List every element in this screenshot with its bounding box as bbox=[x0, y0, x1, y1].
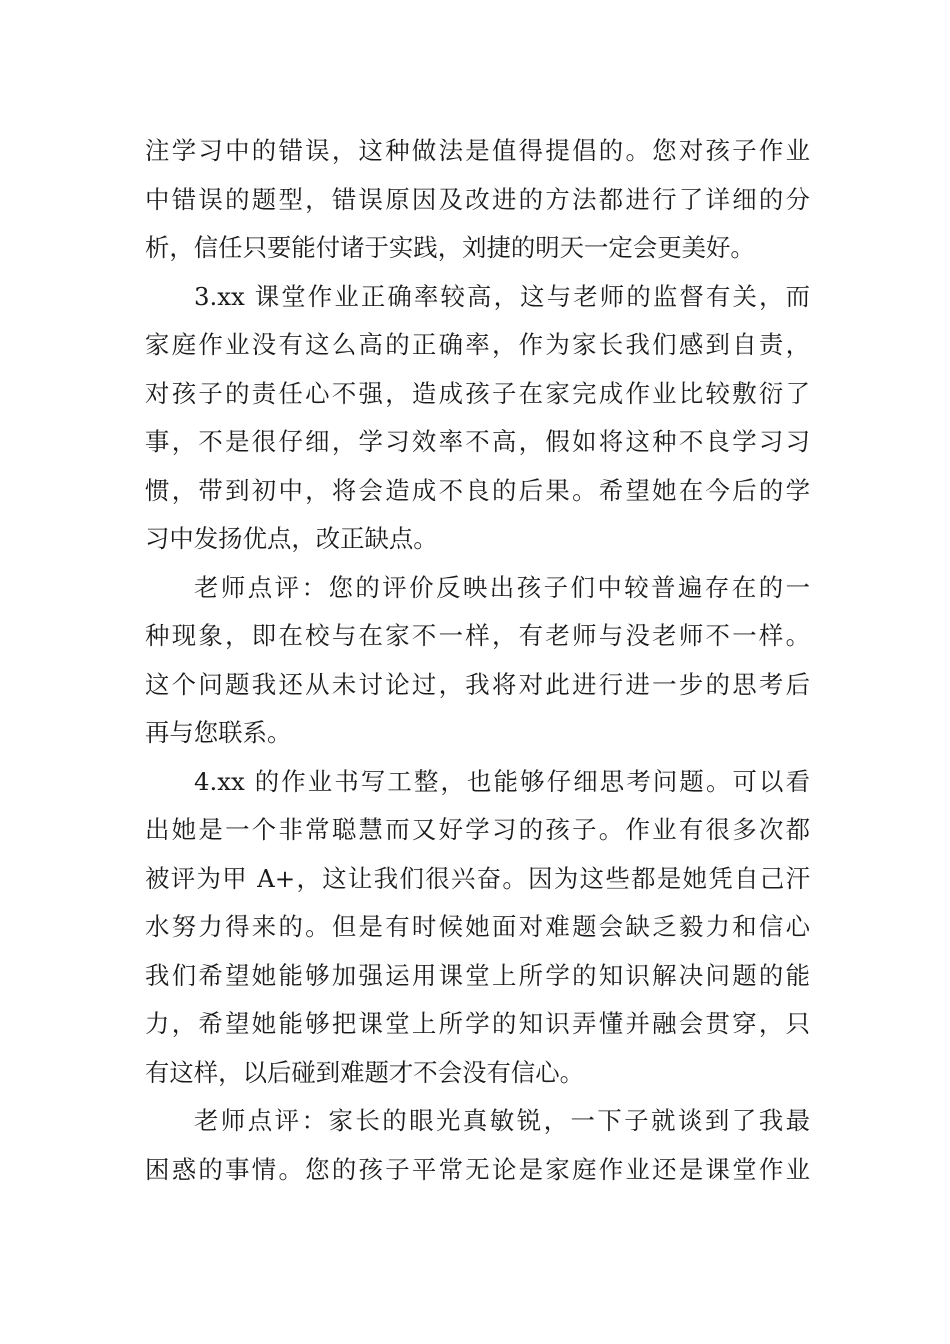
text-line: 这个问题我还从未讨论过，我将对此进行进一步的思考后 bbox=[145, 669, 810, 699]
document-body bbox=[145, 127, 810, 1194]
text-line: 析，信任只要能付诸于实践，刘捷的明天一定会更美好。 bbox=[145, 233, 755, 262]
text-line: 水努力得来的。但是有时候她面对难题会缺乏毅力和信心 bbox=[145, 912, 810, 941]
paragraph-first-line: 老师点评：家长的眼光真敏锐，一下子就谈到了我最 bbox=[194, 1106, 810, 1135]
text-line: 我们希望她能够加强运用课堂上所学的知识解决问题的能 bbox=[145, 960, 810, 990]
text-line: 家庭作业没有这么高的正确率，作为家长我们感到自责， bbox=[145, 330, 810, 359]
text-line: 注学习中的错误，这种做法是值得提倡的。您对孩子作业 bbox=[145, 136, 810, 165]
text-line: 惯，带到初中，将会造成不良的后果。希望她在今后的学 bbox=[145, 475, 810, 505]
text-line: 对孩子的责任心不强，造成孩子在家完成作业比较敷衍了 bbox=[145, 378, 810, 408]
text-line: 种现象，即在校与在家不一样，有老师与没老师不一样。 bbox=[145, 621, 810, 650]
text-line: 习中发扬优点，改正缺点。 bbox=[145, 524, 438, 553]
paragraph-first-line: 4.xx 的作业书写工整，也能够仔细思考问题。可以看 bbox=[194, 766, 810, 796]
text-line: 事，不是很仔细，学习效率不高，假如将这种不良学习习 bbox=[145, 427, 810, 456]
text-line: 力，希望她能够把课堂上所学的知识弄懂并融会贯穿，只 bbox=[145, 1009, 810, 1038]
paragraph-first-line: 3.xx 课堂作业正确率较高，这与老师的监督有关，而 bbox=[194, 281, 810, 311]
text-line: 有这样，以后碰到难题才不会没有信心。 bbox=[145, 1057, 585, 1087]
text-line: 再与您联系。 bbox=[145, 718, 292, 747]
text-line: 被评为甲 A+，这让我们很兴奋。因为这些都是她凭自己汗 bbox=[145, 863, 810, 893]
text-line: 中错误的题型，错误原因及改进的方法都进行了详细的分 bbox=[145, 184, 810, 214]
text-line: 出她是一个非常聪慧而又好学习的孩子。作业有很多次都 bbox=[145, 815, 810, 844]
text-line: 困惑的事情。您的孩子平常无论是家庭作业还是课堂作业 bbox=[145, 1154, 810, 1184]
paragraph-first-line: 老师点评：您的评价反映出孩子们中较普遍存在的一 bbox=[194, 572, 810, 602]
